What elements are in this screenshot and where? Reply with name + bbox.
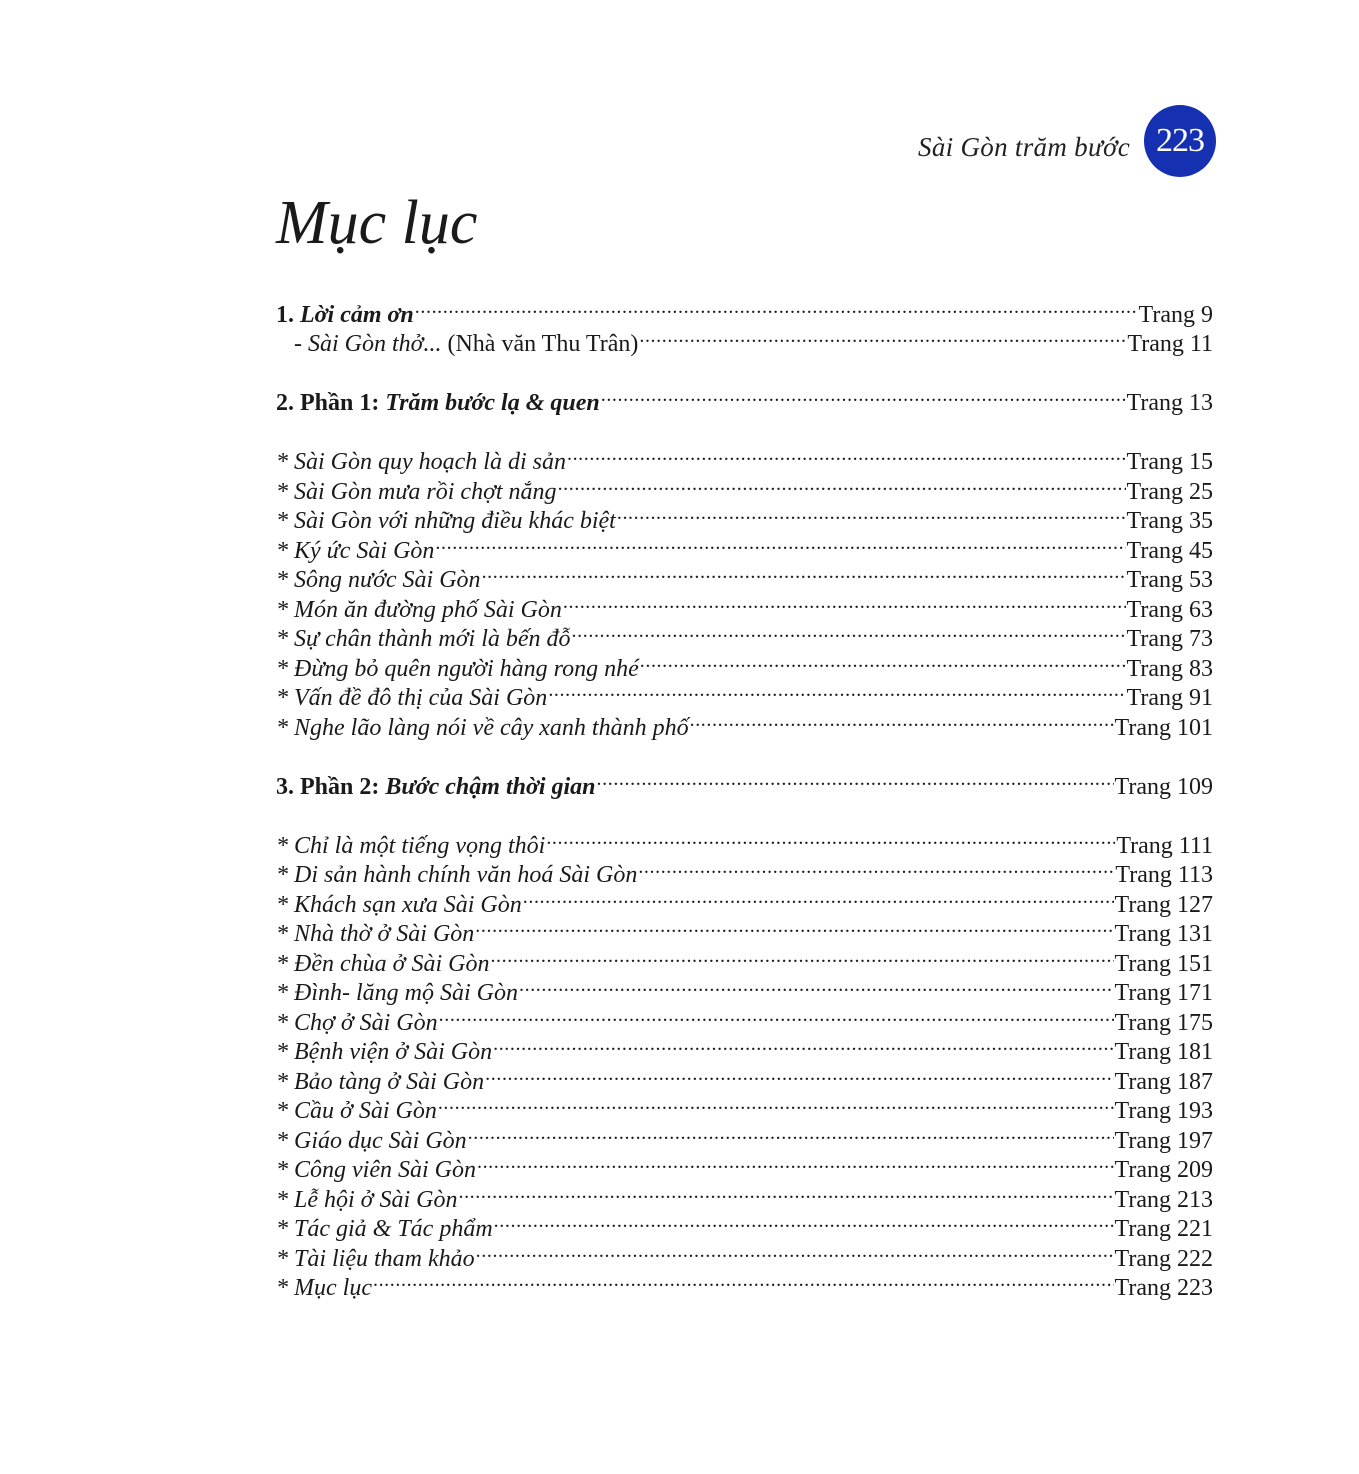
page-ref: Trang 15 (1126, 449, 1213, 475)
page-ref: Trang 197 (1114, 1127, 1213, 1154)
entry-title: * Đừng bỏ quên người hàng rong nhé (276, 655, 639, 682)
toc-entry[interactable] (276, 322, 1213, 357)
entry-title: * Tài liệu tham khảo (276, 1245, 475, 1272)
page-ref: Trang 171 (1114, 980, 1213, 1006)
entry-title: * Nhà thờ ở Sài Gòn (276, 921, 475, 947)
dot-leader (640, 646, 1126, 676)
dot-leader (475, 912, 1113, 942)
dot-leader (597, 764, 1114, 794)
entry-title: * Chỉ là một tiếng vọng thôi (276, 832, 546, 859)
entry-title: * Sự chân thành mới là bến đỗ (276, 626, 571, 652)
entry-title: * Sài Gòn với những điều khác biệt (276, 508, 616, 534)
entry-title: * Nghe lão làng nói về cây xanh thành phố (276, 714, 689, 741)
dot-leader (567, 440, 1126, 470)
dot-leader (690, 705, 1114, 735)
section-number: 2. Phần 1: (276, 390, 386, 416)
dot-leader (617, 499, 1126, 529)
dot-leader (563, 587, 1126, 617)
page-ref: Trang 111 (1116, 832, 1213, 859)
table-of-contents (276, 292, 1213, 1301)
page-ref: Trang 131 (1114, 921, 1213, 947)
dot-leader (482, 558, 1126, 588)
entry-title: * Sông nước Sài Gòn (276, 567, 481, 593)
page-ref: Trang 101 (1114, 714, 1213, 741)
page-ref: Trang 53 (1126, 567, 1213, 593)
page-ref: Trang 35 (1126, 508, 1213, 534)
page-number-badge: 223 (1144, 105, 1216, 177)
dot-leader (494, 1207, 1114, 1237)
dot-leader (477, 1148, 1114, 1178)
page-ref: Trang 175 (1114, 1009, 1213, 1036)
section-number: 3. Phần 2: (276, 773, 386, 800)
toc-entry[interactable] (276, 440, 1213, 475)
dot-leader (546, 823, 1115, 853)
dot-leader (438, 1089, 1114, 1119)
dot-leader (415, 292, 1138, 322)
page-ref: Trang 9 (1138, 301, 1213, 328)
entry-title: * Chợ ở Sài Gòn (276, 1009, 438, 1036)
entry-title: * Di sản hành chính văn hoá Sài Gòn (276, 862, 638, 888)
entry-title: Trăm bước lạ & quen (385, 390, 600, 416)
page-ref: Trang 221 (1114, 1216, 1213, 1242)
page-ref: Trang 187 (1114, 1068, 1213, 1095)
toc-entry-section[interactable] (276, 764, 1213, 800)
dot-leader (638, 853, 1114, 883)
dot-leader (485, 1059, 1113, 1089)
toc-entry-section[interactable] (276, 292, 1213, 328)
dot-leader (435, 528, 1125, 558)
entry-title: * Cầu ở Sài Gòn (276, 1098, 437, 1124)
dot-leader (476, 1236, 1114, 1266)
dot-leader (490, 941, 1113, 971)
entry-title: * Mục lục (276, 1275, 372, 1301)
page-ref: Trang 109 (1114, 773, 1213, 800)
page-ref: Trang 25 (1126, 478, 1213, 505)
running-header (918, 105, 1216, 177)
dot-leader (572, 617, 1126, 647)
dot-leader (548, 676, 1125, 706)
section-number: 1. (276, 301, 300, 328)
entry-note: (Nhà văn Thu Trân) (441, 331, 639, 357)
dot-leader (468, 1118, 1114, 1148)
dot-leader (458, 1177, 1113, 1207)
page-ref: Trang 91 (1126, 685, 1213, 711)
page-ref: Trang 113 (1115, 862, 1213, 888)
entry-title: * Bệnh viện ở Sài Gòn (276, 1039, 493, 1065)
page-ref: Trang 181 (1114, 1039, 1213, 1065)
entry-title: * Đền chùa ở Sài Gòn (276, 950, 490, 977)
toc-title: Mục lục (276, 189, 478, 257)
page-ref: Trang 223 (1114, 1275, 1213, 1301)
entry-title: * Khách sạn xưa Sài Gòn (276, 891, 522, 918)
entry-title: * Vấn đề đô thị của Sài Gòn (276, 685, 548, 711)
page-ref: Trang 83 (1126, 655, 1213, 682)
entry-title: * Giáo dục Sài Gòn (276, 1127, 467, 1154)
dot-leader (639, 322, 1126, 352)
entry-title: * Sài Gòn mưa rồi chợt nắng (276, 478, 557, 505)
page-ref: Trang 193 (1114, 1098, 1213, 1124)
entry-title: * Lễ hội ở Sài Gòn (276, 1186, 458, 1213)
page-ref: Trang 13 (1126, 390, 1213, 416)
page-ref: Trang 11 (1127, 331, 1213, 357)
entry-title: Bước chậm thời gian (385, 773, 596, 800)
page-ref: Trang 45 (1126, 537, 1213, 564)
entry-title: * Đình- lăng mộ Sài Gòn (276, 980, 518, 1006)
dot-leader (519, 971, 1114, 1001)
page-ref: Trang 73 (1126, 626, 1213, 652)
dot-leader (373, 1266, 1114, 1296)
entry-title: * Ký ức Sài Gòn (276, 537, 435, 564)
running-title: Sài Gòn trăm bước (918, 131, 1130, 162)
entry-title: Lời cảm ơn (300, 301, 414, 328)
toc-entry[interactable] (276, 1266, 1213, 1301)
toc-entry-section[interactable] (276, 381, 1213, 416)
page-ref: Trang 63 (1126, 596, 1213, 623)
entry-title: * Món ăn đường phố Sài Gòn (276, 596, 562, 623)
dot-leader (601, 381, 1126, 411)
page-ref: Trang 213 (1114, 1186, 1213, 1213)
dot-leader (558, 469, 1126, 499)
entry-title: * Tác giả & Tác phẩm (276, 1216, 493, 1242)
entry-title: - Sài Gòn thở... (294, 331, 442, 357)
toc-entry[interactable] (276, 823, 1213, 859)
dot-leader (439, 1000, 1114, 1030)
entry-title: * Sài Gòn quy hoạch là di sản (276, 449, 566, 475)
page-ref: Trang 127 (1114, 891, 1213, 918)
page-ref: Trang 151 (1114, 950, 1213, 977)
entry-title: * Công viên Sài Gòn (276, 1157, 476, 1183)
entry-title: * Bảo tàng ở Sài Gòn (276, 1068, 485, 1095)
page-ref: Trang 209 (1114, 1157, 1213, 1183)
dot-leader (523, 882, 1114, 912)
page-ref: Trang 222 (1114, 1245, 1213, 1272)
dot-leader (493, 1030, 1113, 1060)
